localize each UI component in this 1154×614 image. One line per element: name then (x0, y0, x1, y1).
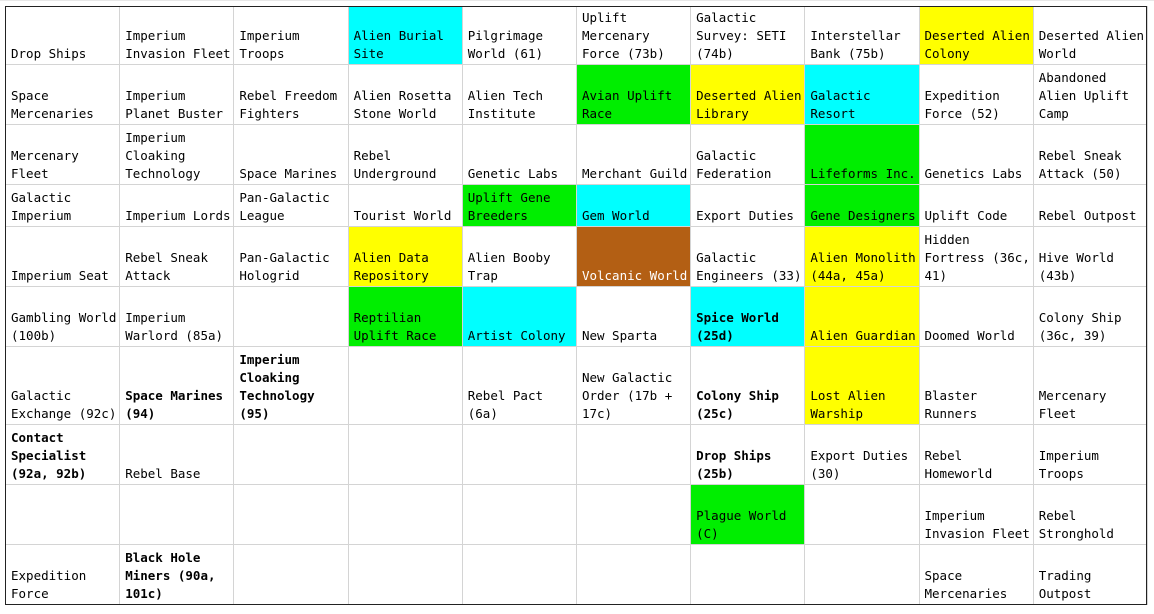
grid-cell[interactable]: Expedition Force (52) (919, 65, 1033, 125)
grid-cell[interactable]: Expedition Force (6, 545, 120, 605)
grid-cell[interactable]: Avian Uplift Race (576, 65, 690, 125)
grid-cell[interactable]: Deserted Alien Library (691, 65, 805, 125)
grid-cell[interactable]: Imperium Invasion Fleet (919, 485, 1033, 545)
grid-cell[interactable] (576, 545, 690, 605)
grid-cell[interactable]: Mercenary Fleet (6, 125, 120, 185)
grid-cell[interactable]: Hidden Fortress (36c, 41) (919, 227, 1033, 287)
grid-cell[interactable]: Lost Alien Warship (805, 347, 919, 425)
grid-cell[interactable]: Blaster Runners (919, 347, 1033, 425)
grid-cell[interactable] (462, 425, 576, 485)
grid-row (6, 7, 1148, 65)
grid-cell[interactable]: Galactic Federation (691, 125, 805, 185)
grid-cell[interactable]: Black Hole Miners (90a, 101c) (120, 545, 234, 605)
grid-cell[interactable]: Genetics Labs (919, 125, 1033, 185)
grid-cell[interactable] (805, 485, 919, 545)
grid-cell[interactable]: Lifeforms Inc. (805, 125, 919, 185)
grid-cell[interactable]: Gene Designers (805, 185, 919, 227)
grid-cell[interactable]: Alien Guardian (805, 287, 919, 347)
grid-cell[interactable]: Imperium Lords (120, 185, 234, 227)
grid-cell[interactable] (462, 545, 576, 605)
grid-cell[interactable]: Imperium Cloaking Technology (120, 125, 234, 185)
grid-cell[interactable]: Rebel Sneak Attack (50) (1033, 125, 1147, 185)
grid-cell[interactable]: Drop Ships (6, 7, 120, 65)
grid-row (6, 125, 1148, 185)
grid-cell[interactable]: Plague World (C) (691, 485, 805, 545)
grid-row (6, 65, 1148, 125)
grid-cell[interactable]: New Sparta (576, 287, 690, 347)
grid-cell[interactable] (120, 485, 234, 545)
grid-cell[interactable] (234, 287, 348, 347)
grid-row (6, 287, 1148, 347)
grid-cell[interactable]: Merchant Guild (576, 125, 690, 185)
grid-cell[interactable]: Spice World (25d) (691, 287, 805, 347)
grid-cell[interactable]: Pilgrimage World (61) (462, 7, 576, 65)
grid-cell[interactable]: Doomed World (919, 287, 1033, 347)
grid-row (6, 185, 1148, 227)
grid-cell[interactable]: Hive World (43b) (1033, 227, 1147, 287)
grid-cell[interactable]: Abandoned Alien Uplift Camp (1033, 65, 1147, 125)
grid-cell[interactable]: Imperium Troops (1033, 425, 1147, 485)
grid-cell[interactable]: Pan-Galactic Hologrid (234, 227, 348, 287)
grid-cell[interactable]: Colony Ship (25c) (691, 347, 805, 425)
grid-cell[interactable] (576, 485, 690, 545)
grid-cell[interactable] (6, 485, 120, 545)
grid-row (6, 425, 1148, 485)
grid-cell[interactable] (234, 485, 348, 545)
grid-cell[interactable]: Drop Ships (25b) (691, 425, 805, 485)
grid-cell[interactable] (234, 425, 348, 485)
grid-cell[interactable]: Deserted Alien Colony (919, 7, 1033, 65)
grid-cell[interactable]: Gambling World (100b) (6, 287, 120, 347)
grid-cell[interactable]: Alien Rosetta Stone World (348, 65, 462, 125)
grid-cell[interactable]: Uplift Mercenary Force (73b) (576, 7, 690, 65)
grid-cell[interactable]: Imperium Warlord (85a) (120, 287, 234, 347)
grid-cell[interactable]: Galactic Exchange (92c) (6, 347, 120, 425)
grid-cell[interactable]: Alien Tech Institute (462, 65, 576, 125)
grid-cell[interactable]: Rebel Base (120, 425, 234, 485)
grid-cell[interactable] (576, 425, 690, 485)
grid-cell[interactable]: Alien Booby Trap (462, 227, 576, 287)
grid-cell[interactable]: Deserted Alien World (1033, 7, 1147, 65)
grid-cell[interactable]: Uplift Gene Breeders (462, 185, 576, 227)
grid-row (6, 347, 1148, 425)
grid-cell[interactable]: Imperium Seat (6, 227, 120, 287)
grid-cell[interactable] (234, 545, 348, 605)
grid-cell[interactable]: Alien Monolith (44a, 45a) (805, 227, 919, 287)
grid-row (6, 485, 1148, 545)
grid-row (6, 545, 1148, 605)
top-separator (0, 0, 1154, 1)
grid-cell[interactable]: Rebel Freedom Fighters (234, 65, 348, 125)
grid-row (6, 227, 1148, 287)
grid-cell[interactable]: Reptilian Uplift Race (348, 287, 462, 347)
grid-cell[interactable]: Imperium Planet Buster (120, 65, 234, 125)
grid-cell[interactable]: Colony Ship (36c, 39) (1033, 287, 1147, 347)
grid-cell[interactable]: Interstellar Bank (75b) (805, 7, 919, 65)
grid-cell[interactable]: Space Mercenaries (919, 545, 1033, 605)
grid-cell[interactable]: Mercenary Fleet (1033, 347, 1147, 425)
grid-cell[interactable]: Volcanic World (576, 227, 690, 287)
grid-cell[interactable]: Rebel Stronghold (1033, 485, 1147, 545)
grid-cell[interactable]: Galactic Imperium (6, 185, 120, 227)
grid-cell[interactable]: Alien Data Repository (348, 227, 462, 287)
grid-cell[interactable]: Rebel Pact (6a) (462, 347, 576, 425)
grid-cell[interactable]: Artist Colony (462, 287, 576, 347)
grid-cell[interactable]: Rebel Homeworld (919, 425, 1033, 485)
grid-cell[interactable]: Genetic Labs (462, 125, 576, 185)
grid-cell[interactable]: Rebel Outpost (1033, 185, 1147, 227)
grid-cell[interactable] (462, 485, 576, 545)
grid-cell[interactable]: New Galactic Order (17b + 17c) (576, 347, 690, 425)
grid-cell[interactable] (348, 485, 462, 545)
grid-cell[interactable] (348, 425, 462, 485)
grid-cell[interactable] (691, 545, 805, 605)
grid-cell[interactable]: Uplift Code (919, 185, 1033, 227)
grid-cell[interactable]: Space Mercenaries (6, 65, 120, 125)
grid-cell[interactable]: Export Duties (691, 185, 805, 227)
spreadsheet-grid (5, 6, 1148, 605)
grid-cell[interactable] (805, 545, 919, 605)
grid-cell[interactable]: Space Marines (234, 125, 348, 185)
grid-cell[interactable]: Export Duties (30) (805, 425, 919, 485)
grid-body (6, 7, 1148, 605)
grid-cell[interactable]: Galactic Engineers (33) (691, 227, 805, 287)
grid-cell[interactable]: Space Marines (94) (120, 347, 234, 425)
grid-cell[interactable]: Gem World (576, 185, 690, 227)
grid-cell[interactable]: Imperium Troops (234, 7, 348, 65)
grid-cell[interactable]: Galactic Survey: SETI (74b) (691, 7, 805, 65)
grid-cell[interactable]: Trading Outpost (1033, 545, 1147, 605)
grid-cell[interactable]: Tourist World (348, 185, 462, 227)
grid-cell[interactable]: Galactic Resort (805, 65, 919, 125)
grid-cell[interactable]: Imperium Invasion Fleet (120, 7, 234, 65)
grid-cell[interactable]: Rebel Underground (348, 125, 462, 185)
grid-cell[interactable] (348, 545, 462, 605)
grid-cell[interactable] (348, 347, 462, 425)
grid-cell[interactable]: Alien Burial Site (348, 7, 462, 65)
grid-cell[interactable]: Contact Specialist (92a, 92b) (6, 425, 120, 485)
grid-cell[interactable]: Rebel Sneak Attack (120, 227, 234, 287)
grid-cell[interactable]: Imperium Cloaking Technology (95) (234, 347, 348, 425)
grid-cell[interactable]: Pan-Galactic League (234, 185, 348, 227)
